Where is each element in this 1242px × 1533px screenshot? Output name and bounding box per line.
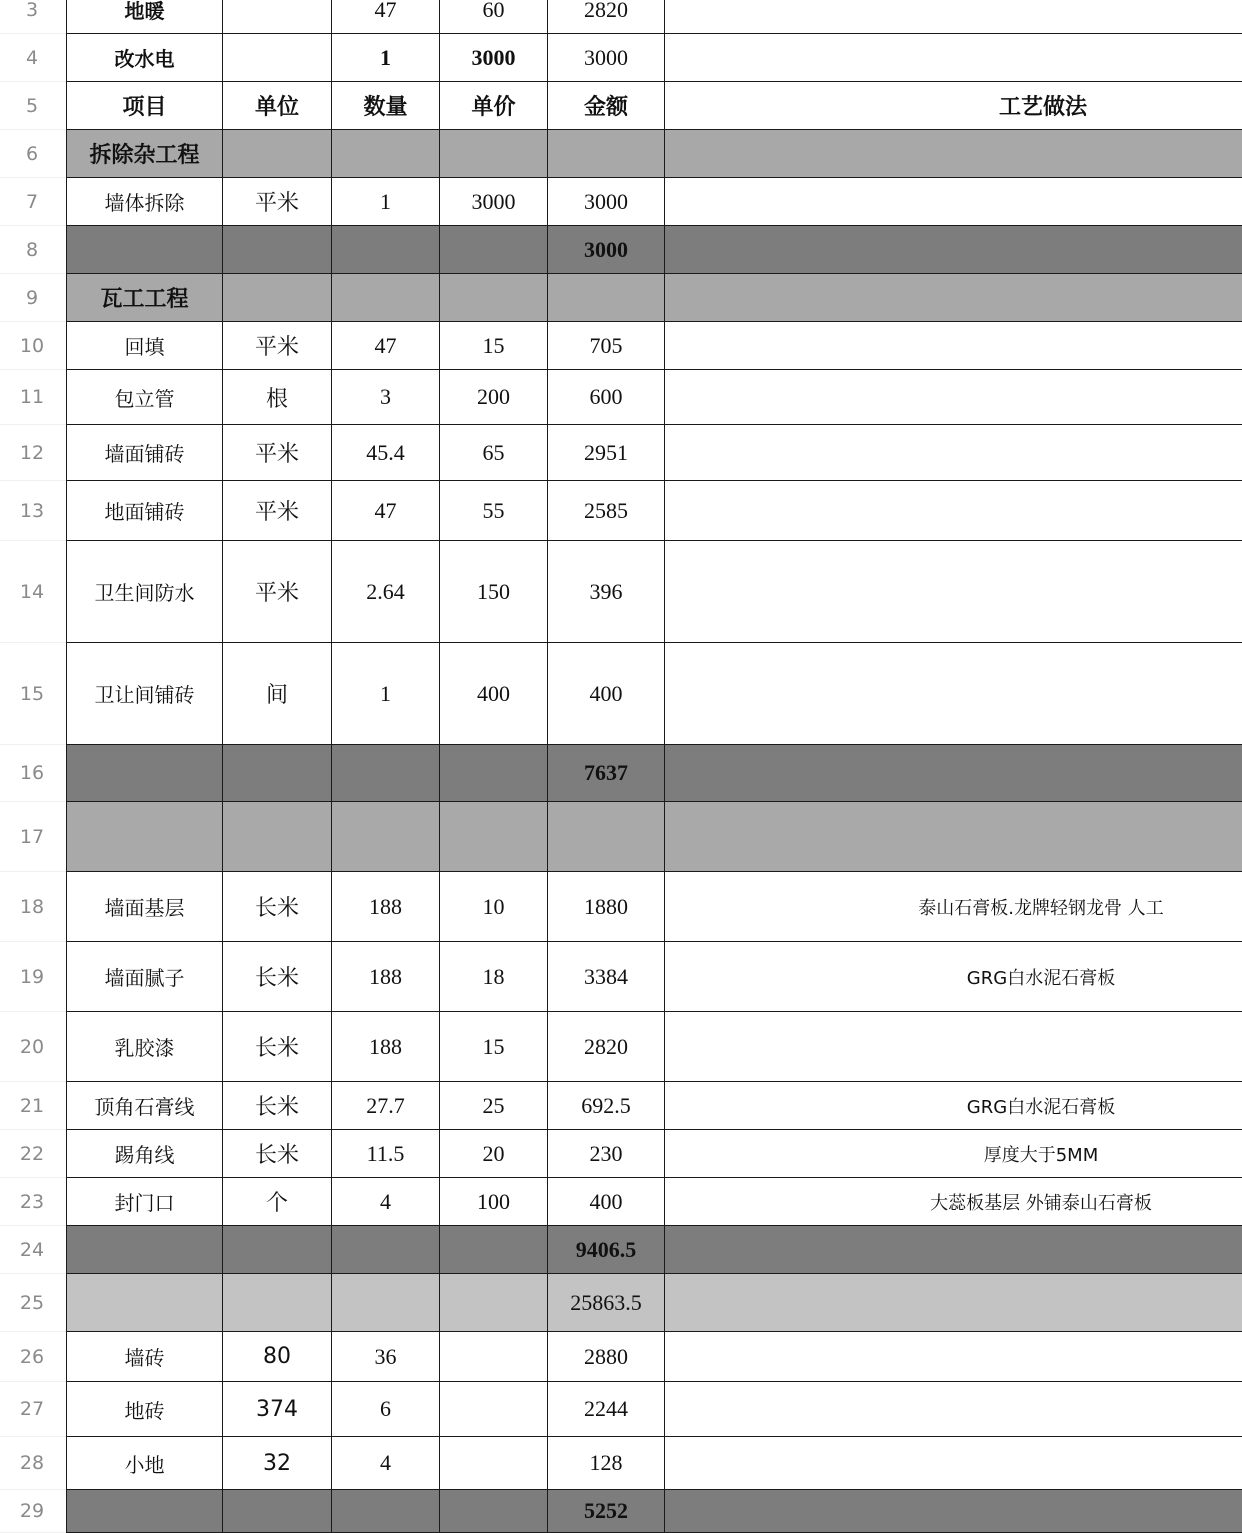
process-note-cell[interactable] (665, 130, 1242, 178)
table-row (0, 425, 1242, 481)
table-row (0, 481, 1242, 541)
unit-cell[interactable]: 间 (223, 643, 332, 745)
item-name-cell[interactable]: 卫生间防水 (66, 541, 223, 643)
amount-cell[interactable]: 5252 (548, 1490, 665, 1533)
table-row (0, 1012, 1242, 1082)
quantity-cell[interactable]: 47 (332, 322, 440, 370)
table-row (0, 1332, 1242, 1382)
unit-price-cell[interactable] (440, 1332, 548, 1382)
row-number[interactable]: 10 (0, 322, 66, 370)
amount-cell[interactable]: 25863.5 (548, 1274, 665, 1332)
row-number[interactable]: 23 (0, 1178, 66, 1226)
row-number[interactable]: 9 (0, 274, 66, 322)
table-row (0, 643, 1242, 745)
unit-cell[interactable] (223, 1226, 332, 1274)
process-note-cell[interactable] (665, 370, 1242, 425)
item-name-cell[interactable]: 墙砖 (66, 1332, 223, 1382)
quantity-cell[interactable]: 11.5 (332, 1130, 440, 1178)
table-row (0, 1382, 1242, 1437)
unit-price-cell[interactable] (440, 1437, 548, 1490)
quantity-cell[interactable] (332, 1274, 440, 1332)
row-number[interactable]: 5 (0, 82, 66, 130)
process-note-cell[interactable] (665, 82, 1242, 130)
row-number[interactable]: 3 (0, 0, 66, 34)
process-note-cell[interactable] (665, 1130, 1242, 1178)
unit-cell[interactable] (223, 274, 332, 322)
table-row (0, 1437, 1242, 1490)
process-note-cell[interactable] (665, 1274, 1242, 1332)
table-row (0, 130, 1242, 178)
process-note-cell[interactable] (665, 1332, 1242, 1382)
table-row (0, 0, 1242, 34)
item-name-cell[interactable]: 踢角线 (66, 1130, 223, 1178)
item-name-cell[interactable] (66, 802, 223, 872)
process-note-cell[interactable] (665, 1012, 1242, 1082)
process-note-cell[interactable] (665, 1437, 1242, 1490)
unit-price-cell[interactable] (440, 226, 548, 274)
row-number[interactable]: 16 (0, 745, 66, 802)
process-note-cell[interactable] (665, 322, 1242, 370)
unit-price-cell[interactable] (440, 130, 548, 178)
row-number[interactable]: 25 (0, 1274, 66, 1332)
table-row (0, 1490, 1242, 1533)
process-note-cell[interactable] (665, 745, 1242, 802)
amount-cell[interactable]: 600 (548, 370, 665, 425)
table-row (0, 872, 1242, 942)
item-name-cell[interactable]: 包立管 (66, 370, 223, 425)
column-header-label: 工艺做法 (998, 95, 1087, 120)
quantity-cell[interactable]: 6 (332, 1382, 440, 1437)
table-row (0, 1130, 1242, 1178)
item-name-cell[interactable]: 地砖 (66, 1382, 223, 1437)
quantity-cell[interactable]: 188 (332, 942, 440, 1012)
item-name-cell[interactable] (66, 226, 223, 274)
table-row (0, 1226, 1242, 1274)
process-note-cell[interactable] (665, 643, 1242, 745)
row-number[interactable]: 11 (0, 370, 66, 425)
row-number[interactable]: 26 (0, 1332, 66, 1382)
unit-cell[interactable] (223, 1274, 332, 1332)
item-name-cell[interactable]: 顶角石膏线 (66, 1082, 223, 1130)
amount-cell[interactable]: 396 (548, 541, 665, 643)
unit-price-cell[interactable]: 3000 (440, 178, 548, 226)
amount-cell[interactable]: 400 (548, 643, 665, 745)
process-note-cell[interactable] (665, 541, 1242, 643)
unit-cell[interactable]: 平米 (223, 481, 332, 541)
quantity-cell[interactable]: 36 (332, 1332, 440, 1382)
unit-cell[interactable]: 根 (223, 370, 332, 425)
row-number[interactable]: 20 (0, 1012, 66, 1082)
amount-cell[interactable]: 400 (548, 1178, 665, 1226)
amount-cell[interactable]: 1880 (548, 872, 665, 942)
unit-cell[interactable]: 长米 (223, 1012, 332, 1082)
item-name-cell[interactable] (66, 1490, 223, 1533)
item-name-cell[interactable]: 小地 (66, 1437, 223, 1490)
quantity-cell[interactable]: 1 (332, 643, 440, 745)
process-note-cell[interactable] (665, 425, 1242, 481)
process-note-text: 泰山石膏板.龙牌轻钢龙骨 人工 (918, 897, 1164, 919)
unit-price-cell[interactable]: 200 (440, 370, 548, 425)
unit-price-cell[interactable]: 65 (440, 425, 548, 481)
unit-cell[interactable]: 个 (223, 1178, 332, 1226)
unit-price-cell[interactable] (440, 802, 548, 872)
amount-cell[interactable]: 3000 (548, 34, 665, 82)
amount-cell[interactable]: 2585 (548, 481, 665, 541)
item-name-cell[interactable]: 拆除杂工程 (66, 130, 223, 178)
quantity-cell[interactable]: 188 (332, 872, 440, 942)
unit-cell[interactable] (223, 802, 332, 872)
process-note-text: 大蕊板基层 外铺泰山石膏板 (930, 1192, 1152, 1214)
amount-cell[interactable]: 3384 (548, 942, 665, 1012)
item-name-cell[interactable] (66, 1226, 223, 1274)
process-note-cell[interactable] (665, 942, 1242, 1012)
row-number[interactable]: 27 (0, 1382, 66, 1437)
quantity-cell[interactable]: 188 (332, 1012, 440, 1082)
quantity-cell[interactable] (332, 1490, 440, 1533)
unit-price-cell[interactable] (440, 1226, 548, 1274)
unit-cell[interactable] (223, 130, 332, 178)
row-number[interactable]: 28 (0, 1437, 66, 1490)
table-row (0, 274, 1242, 322)
process-note-cell[interactable] (665, 1226, 1242, 1274)
unit-cell[interactable]: 长米 (223, 942, 332, 1012)
row-number[interactable]: 12 (0, 425, 66, 481)
process-note-text: GRG白水泥石膏板 (966, 967, 1116, 989)
quantity-cell[interactable] (332, 745, 440, 802)
row-number[interactable]: 13 (0, 481, 66, 541)
amount-cell[interactable]: 9406.5 (548, 1226, 665, 1274)
unit-cell[interactable]: 平米 (223, 541, 332, 643)
unit-cell[interactable]: 单位 (223, 82, 332, 130)
process-note-cell[interactable] (665, 481, 1242, 541)
unit-price-cell[interactable]: 20 (440, 1130, 548, 1178)
amount-cell[interactable]: 2820 (548, 1012, 665, 1082)
item-name-cell[interactable]: 回填 (66, 322, 223, 370)
unit-price-cell[interactable]: 单价 (440, 82, 548, 130)
quantity-cell[interactable] (332, 802, 440, 872)
table-row (0, 82, 1242, 130)
unit-cell[interactable]: 374 (223, 1382, 332, 1437)
process-note-cell[interactable] (665, 178, 1242, 226)
row-number[interactable]: 21 (0, 1082, 66, 1130)
unit-price-cell[interactable] (440, 1274, 548, 1332)
process-note-cell[interactable] (665, 0, 1242, 34)
process-note-text: GRG白水泥石膏板 (966, 1096, 1116, 1118)
process-note-cell[interactable] (665, 1382, 1242, 1437)
row-number[interactable]: 19 (0, 942, 66, 1012)
table-row (0, 745, 1242, 802)
unit-price-cell[interactable]: 150 (440, 541, 548, 643)
amount-cell[interactable]: 3000 (548, 226, 665, 274)
process-note-cell[interactable] (665, 1178, 1242, 1226)
unit-cell[interactable] (223, 226, 332, 274)
unit-cell[interactable] (223, 1490, 332, 1533)
unit-cell[interactable]: 80 (223, 1332, 332, 1382)
unit-cell[interactable] (223, 745, 332, 802)
row-number[interactable]: 15 (0, 643, 66, 745)
row-number[interactable]: 18 (0, 872, 66, 942)
amount-cell[interactable] (548, 802, 665, 872)
quantity-cell[interactable]: 4 (332, 1437, 440, 1490)
unit-price-cell[interactable] (440, 1382, 548, 1437)
table-row (0, 1178, 1242, 1226)
unit-price-cell[interactable]: 15 (440, 1012, 548, 1082)
item-name-cell[interactable]: 墙面腻子 (66, 942, 223, 1012)
table-row (0, 1274, 1242, 1332)
process-note-cell[interactable] (665, 872, 1242, 942)
amount-cell[interactable]: 692.5 (548, 1082, 665, 1130)
amount-cell[interactable]: 金额 (548, 82, 665, 130)
table-row (0, 226, 1242, 274)
unit-price-cell[interactable]: 18 (440, 942, 548, 1012)
unit-price-cell[interactable] (440, 274, 548, 322)
item-name-cell[interactable]: 改水电 (66, 34, 223, 82)
unit-price-cell[interactable] (440, 745, 548, 802)
item-name-cell[interactable]: 项目 (66, 82, 223, 130)
item-name-cell[interactable]: 乳胶漆 (66, 1012, 223, 1082)
row-number[interactable]: 22 (0, 1130, 66, 1178)
table-row (0, 541, 1242, 643)
unit-cell[interactable]: 长米 (223, 1082, 332, 1130)
quantity-cell[interactable]: 45.4 (332, 425, 440, 481)
item-name-cell[interactable]: 瓦工工程 (66, 274, 223, 322)
unit-price-cell[interactable] (440, 1490, 548, 1533)
process-note-text: 厚度大于5MM (983, 1144, 1099, 1166)
unit-price-cell[interactable]: 15 (440, 322, 548, 370)
item-name-cell[interactable]: 地面铺砖 (66, 481, 223, 541)
row-number[interactable]: 8 (0, 226, 66, 274)
quantity-cell[interactable]: 1 (332, 34, 440, 82)
table-row (0, 942, 1242, 1012)
process-note-cell[interactable] (665, 34, 1242, 82)
row-number[interactable]: 14 (0, 541, 66, 643)
amount-cell[interactable] (548, 274, 665, 322)
row-number[interactable]: 17 (0, 802, 66, 872)
process-note-cell[interactable] (665, 802, 1242, 872)
item-name-cell[interactable]: 封门口 (66, 1178, 223, 1226)
amount-cell[interactable]: 2244 (548, 1382, 665, 1437)
unit-cell[interactable]: 32 (223, 1437, 332, 1490)
amount-cell[interactable]: 128 (548, 1437, 665, 1490)
quantity-cell[interactable]: 47 (332, 0, 440, 34)
table-row (0, 178, 1242, 226)
amount-cell[interactable]: 3000 (548, 178, 665, 226)
table-row (0, 34, 1242, 82)
process-note-cell[interactable] (665, 1490, 1242, 1533)
item-name-cell[interactable]: 墙面铺砖 (66, 425, 223, 481)
quantity-cell[interactable] (332, 1226, 440, 1274)
unit-cell[interactable]: 长米 (223, 872, 332, 942)
unit-cell[interactable]: 长米 (223, 1130, 332, 1178)
unit-price-cell[interactable]: 3000 (440, 34, 548, 82)
row-number[interactable]: 29 (0, 1490, 66, 1533)
unit-price-cell[interactable]: 100 (440, 1178, 548, 1226)
quantity-cell[interactable]: 数量 (332, 82, 440, 130)
table-row (0, 370, 1242, 425)
unit-price-cell[interactable]: 55 (440, 481, 548, 541)
item-name-cell[interactable] (66, 745, 223, 802)
table-row (0, 802, 1242, 872)
row-number[interactable]: 6 (0, 130, 66, 178)
quantity-cell[interactable] (332, 130, 440, 178)
unit-cell[interactable] (223, 0, 332, 34)
quantity-cell[interactable]: 27.7 (332, 1082, 440, 1130)
row-number[interactable]: 24 (0, 1226, 66, 1274)
unit-cell[interactable]: 平米 (223, 178, 332, 226)
process-note-cell[interactable] (665, 274, 1242, 322)
table-row (0, 322, 1242, 370)
unit-cell[interactable]: 平米 (223, 322, 332, 370)
quantity-cell[interactable]: 3 (332, 370, 440, 425)
item-name-cell[interactable]: 卫让间铺砖 (66, 643, 223, 745)
quantity-cell[interactable]: 1 (332, 178, 440, 226)
quantity-cell[interactable] (332, 226, 440, 274)
quantity-cell[interactable] (332, 274, 440, 322)
unit-price-cell[interactable]: 60 (440, 0, 548, 34)
item-name-cell[interactable]: 墙面基层 (66, 872, 223, 942)
row-number[interactable]: 7 (0, 178, 66, 226)
item-name-cell[interactable]: 地暖 (66, 0, 223, 34)
unit-cell[interactable]: 平米 (223, 425, 332, 481)
quantity-cell[interactable]: 2.64 (332, 541, 440, 643)
table-row (0, 1082, 1242, 1130)
amount-cell[interactable]: 2951 (548, 425, 665, 481)
process-note-cell[interactable] (665, 1082, 1242, 1130)
item-name-cell[interactable]: 墙体拆除 (66, 178, 223, 226)
amount-cell[interactable]: 230 (548, 1130, 665, 1178)
unit-cell[interactable] (223, 34, 332, 82)
quantity-cell[interactable]: 4 (332, 1178, 440, 1226)
unit-price-cell[interactable]: 400 (440, 643, 548, 745)
amount-cell[interactable]: 2880 (548, 1332, 665, 1382)
row-number[interactable]: 4 (0, 34, 66, 82)
amount-cell[interactable]: 2820 (548, 0, 665, 34)
amount-cell[interactable]: 7637 (548, 745, 665, 802)
amount-cell[interactable] (548, 130, 665, 178)
quantity-cell[interactable]: 47 (332, 481, 440, 541)
unit-price-cell[interactable]: 10 (440, 872, 548, 942)
item-name-cell[interactable] (66, 1274, 223, 1332)
unit-price-cell[interactable]: 25 (440, 1082, 548, 1130)
amount-cell[interactable]: 705 (548, 322, 665, 370)
process-note-cell[interactable] (665, 226, 1242, 274)
